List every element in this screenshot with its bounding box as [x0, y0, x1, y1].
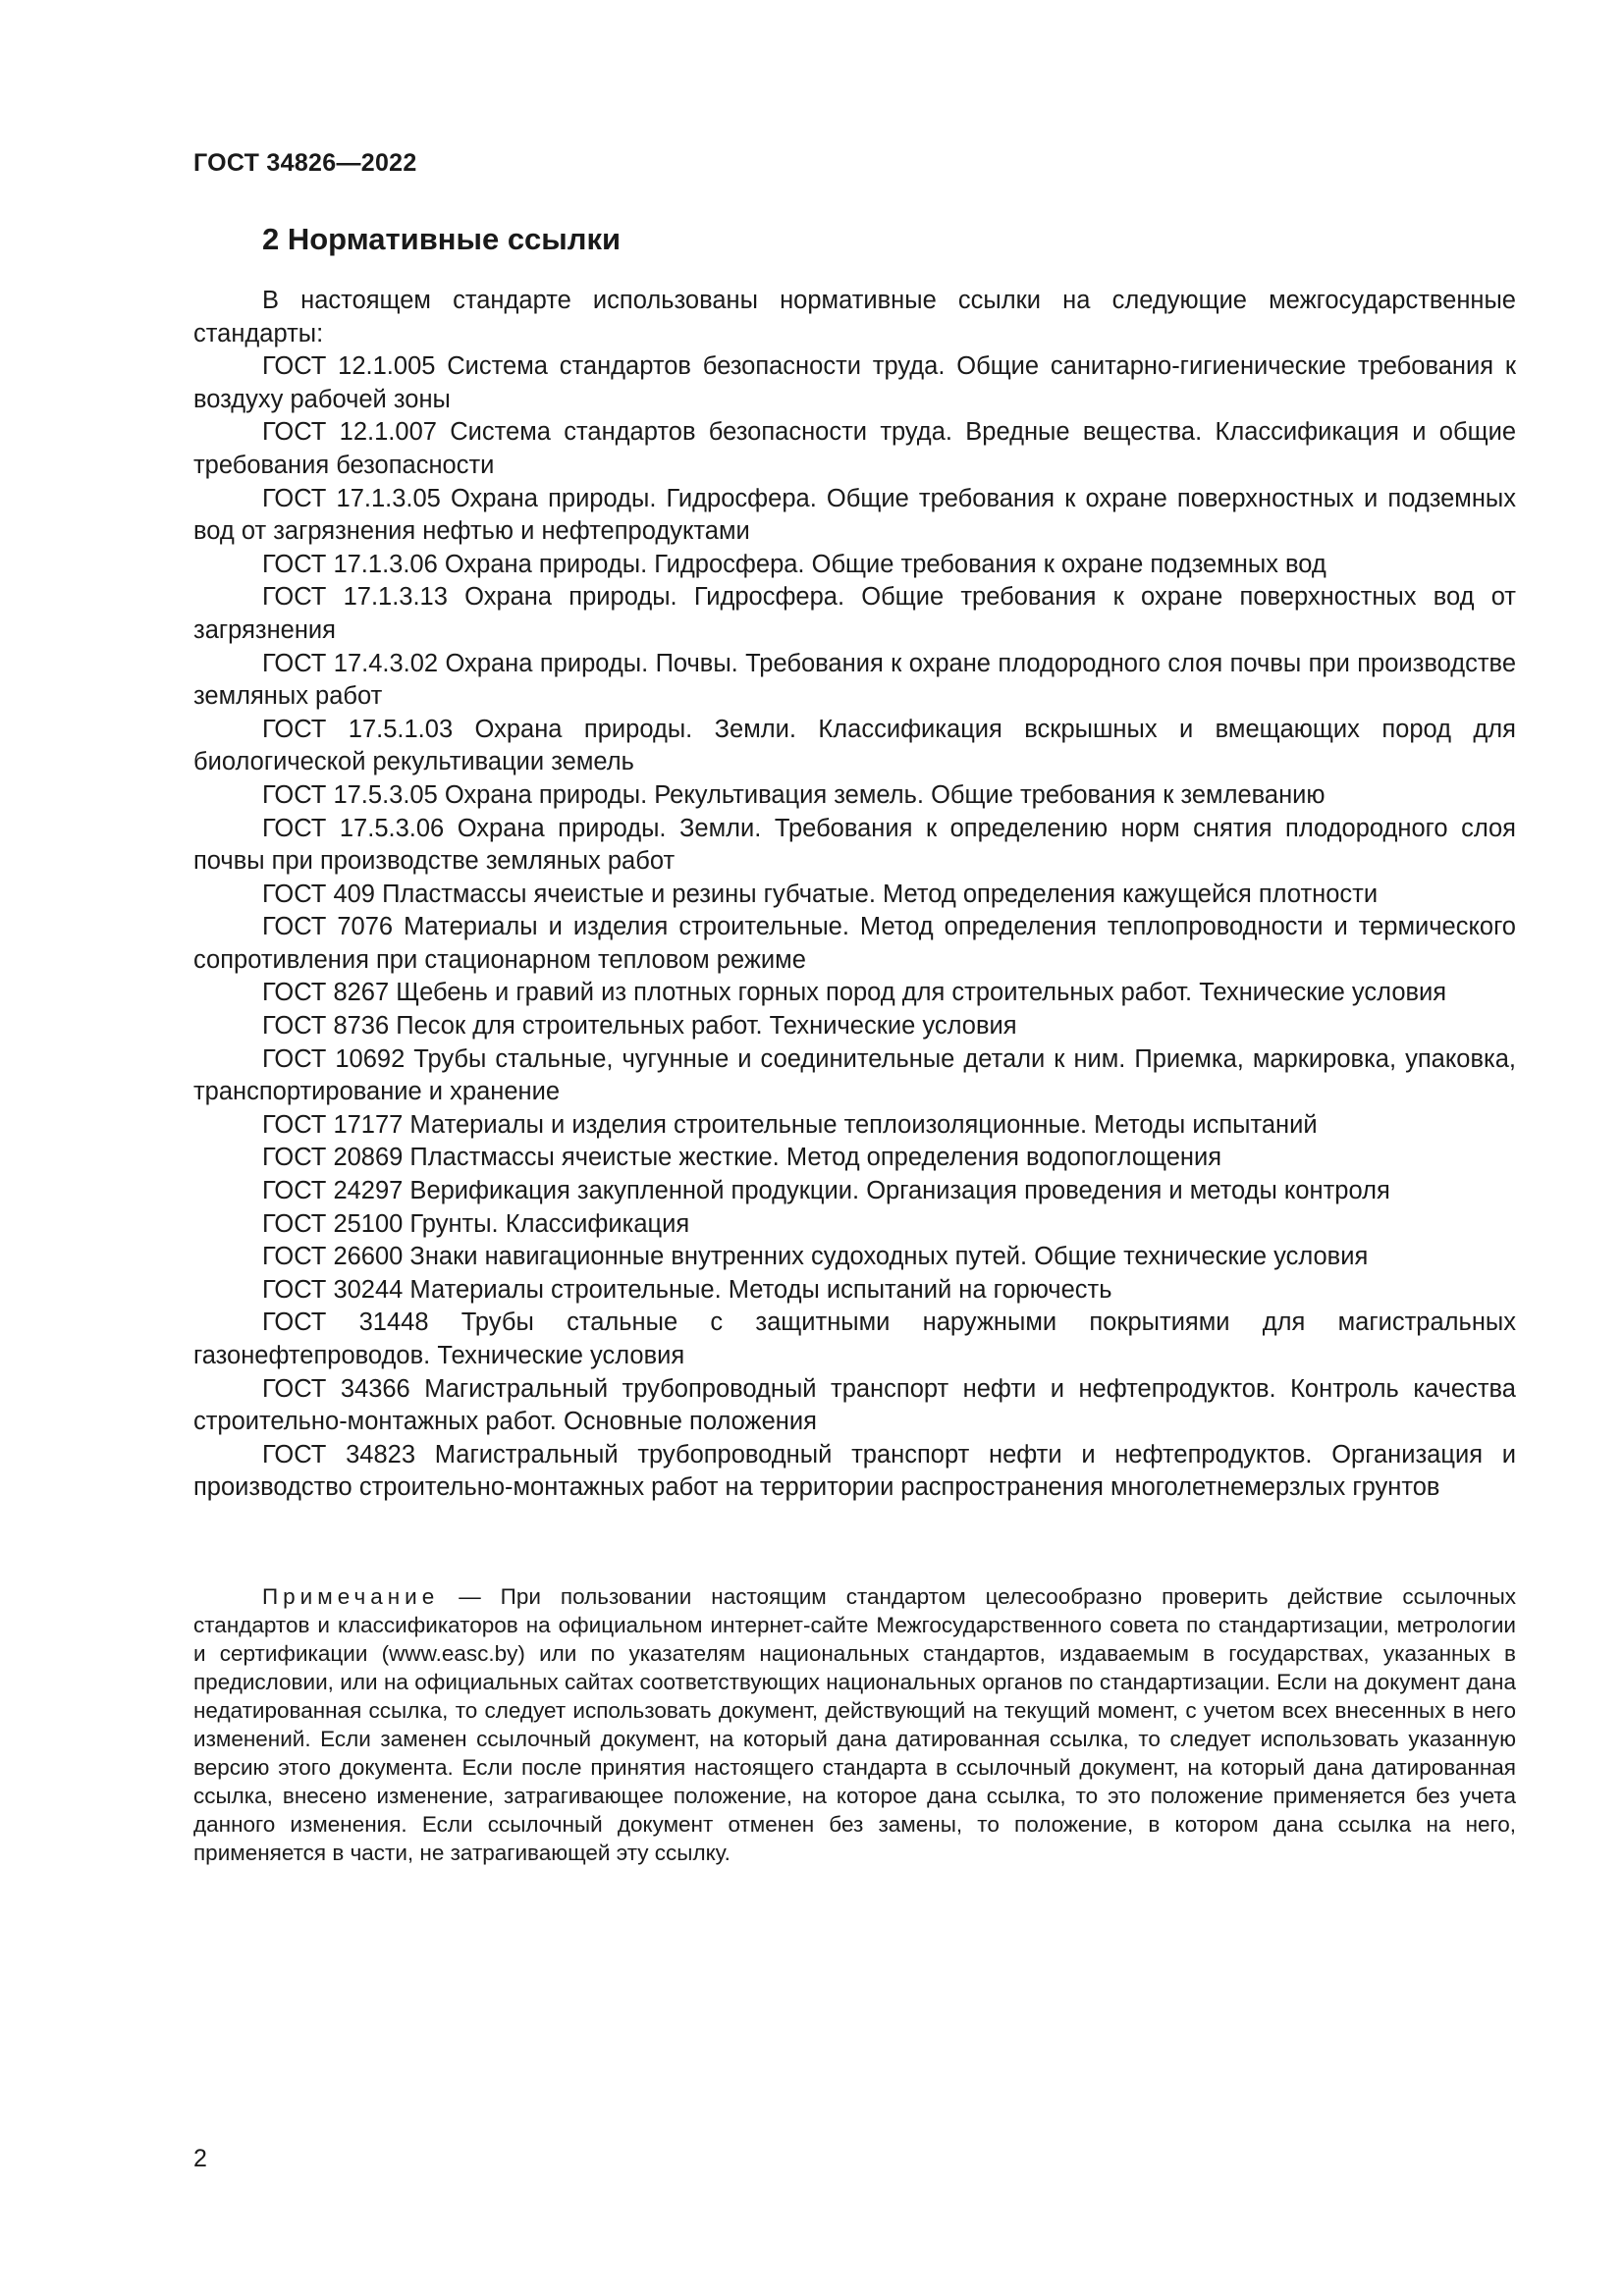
reference-item: ГОСТ 409 Пластмассы ячеистые и резины губчатые. Метод определения кажущейся плотности — [262, 880, 1379, 908]
reference-item: ГОСТ 20869 Пластмассы ячеистые жесткие. Метод определения водопоглощения — [262, 1144, 1222, 1172]
reference-item: ГОСТ 30244 Материалы строительные. Методы испытаний на горючесть — [262, 1275, 1112, 1304]
reference-item: ГОСТ 26600 Знаки навигационные внутренних судоходных путей. Общие технические условия — [262, 1243, 1369, 1271]
reference-item: ГОСТ 31448 Трубы стальные с защитными наружными покрытиями для магистральных газонефтепроводов. Технические условия — [193, 1308, 1516, 1369]
reference-item: ГОСТ 17.5.1.03 Охрана природы. Земли. Классификация вскрышных и вмещающих пород для биологической рекультивации земель — [193, 715, 1516, 776]
reference-item: ГОСТ 17.5.3.05 Охрана природы. Рекультивация земель. Общие требования к землеванию — [262, 780, 1326, 809]
page-number: 2 — [193, 2145, 207, 2172]
reference-item: ГОСТ 24297 Верификация закупленной продукции. Организация проведения и методы контроля — [262, 1177, 1390, 1205]
reference-item: ГОСТ 34823 Магистральный трубопроводный транспорт нефти и нефтепродуктов. Организация и производство строительно-монтажных работ на территории распространения многолетнемерзлых грунтов — [193, 1440, 1516, 1502]
intro-paragraph: В настоящем стандарте использованы нормативные ссылки на следующие межгосударственные стандарты: — [193, 287, 1516, 347]
reference-item: ГОСТ 17.1.3.13 Охрана природы. Гидросфера. Общие требования к охране поверхностных вод от загрязнения — [193, 583, 1516, 644]
note-label: Примечание — [262, 1584, 440, 1609]
reference-item: ГОСТ 8267 Щебень и гравий из плотных горных пород для строительных работ. Технические условия — [262, 979, 1447, 1007]
document-code-header: ГОСТ 34826—2022 — [193, 149, 417, 177]
reference-item: ГОСТ 17177 Материалы и изделия строительные теплоизоляционные. Методы испытаний — [262, 1110, 1318, 1139]
reference-item: ГОСТ 34366 Магистральный трубопроводный транспорт нефти и нефтепродуктов. Контроль качества строительно-монтажных работ. Основные положения — [193, 1374, 1516, 1436]
note-paragraph — [193, 1582, 1516, 1867]
reference-item: ГОСТ 17.5.3.06 Охрана природы. Земли. Требования к определению норм снятия плодородного слоя почвы при производстве земляных работ — [193, 814, 1516, 876]
section-title: 2 Нормативные ссылки — [262, 222, 622, 256]
reference-item: ГОСТ 17.1.3.06 Охрана природы. Гидросфера. Общие требования к охране подземных вод — [262, 550, 1326, 578]
reference-item: ГОСТ 25100 Грунты. Классификация — [262, 1209, 690, 1238]
normative-references-body — [193, 285, 1516, 1505]
note-text: — При пользовании настоящим стандартом целесообразно проверить действие ссылочных стандартов и классификаторов на официальном интернет-сайте Межгосударственного совета по стандартизации, метрологии и сертификации (www.easc.by) или по указателям национальных стандартов, издаваемым в государствах, указанных в предисловии, или на официальных сайтах соответствующих национальных органов по стандартизации. Если на документ дана недатированная ссылка, то следует использовать документ, действующий на текущий момент, с учетом всех внесенных в него изменений. Если заменен ссылочный документ, на который дана датированная ссылка, то следует использовать указанную версию этого документа. Если после принятия настоящего стандарта в ссылочный документ, на который дана датированная ссылка, внесено изменение, затрагивающее положение, на которое дана ссылка, то это положение применяется без учета данного изменения. Если ссылочный документ отменен без замены, то положение, в котором дана ссылка на него, применяется в части, не затрагивающей эту ссылку. — [193, 1584, 1516, 1865]
reference-item: ГОСТ 17.4.3.02 Охрана природы. Почвы. Требования к охране плодородного слоя почвы при производстве земляных работ — [193, 649, 1516, 711]
reference-item: ГОСТ 10692 Трубы стальные, чугунные и соединительные детали к ним. Приемка, маркировка, упаковка, транспортирование и хранение — [193, 1044, 1516, 1106]
reference-item: ГОСТ 12.1.007 Система стандартов безопасности труда. Вредные вещества. Классификация и общие требования безопасности — [193, 418, 1516, 479]
note-block — [193, 1582, 1516, 1867]
reference-item: ГОСТ 7076 Материалы и изделия строительные. Метод определения теплопроводности и термического сопротивления при стационарном тепловом режиме — [193, 913, 1516, 974]
reference-item: ГОСТ 8736 Песок для строительных работ. Технические условия — [262, 1012, 1017, 1041]
reference-item: ГОСТ 12.1.005 Система стандартов безопасности труда. Общие санитарно-гигиенические требования к воздуху рабочей зоны — [193, 352, 1516, 413]
reference-item: ГОСТ 17.1.3.05 Охрана природы. Гидросфера. Общие требования к охране поверхностных и подземных вод от загрязнения нефтью и нефтепродуктами — [193, 484, 1516, 546]
